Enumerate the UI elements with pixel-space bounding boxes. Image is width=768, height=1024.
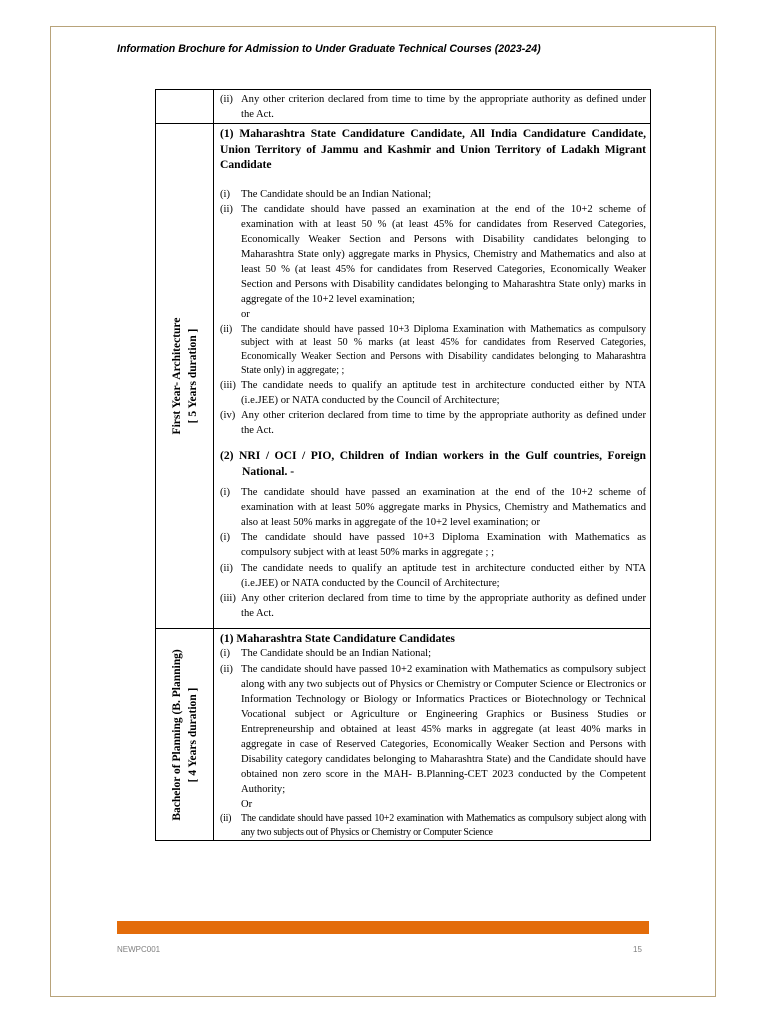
list-item xyxy=(220,646,646,661)
list-item xyxy=(220,187,646,202)
vertical-label-planning xyxy=(169,649,201,820)
list-item xyxy=(220,662,646,798)
table-row xyxy=(156,90,651,124)
list-item xyxy=(220,202,646,308)
item-number: (ii) xyxy=(220,323,233,335)
list-item xyxy=(220,812,646,839)
label-course-duration: [ 4 Years duration ] xyxy=(186,687,199,782)
or-separator: or xyxy=(241,309,250,321)
section-heading: (2) NRI / OCI / PIO, Children of Indian workers in the Gulf countries, Foreign National. - xyxy=(220,449,646,478)
item-text: Any other criterion declared from time to time by the appropriate authority as defined under the Act. xyxy=(241,94,646,121)
list-item xyxy=(220,530,646,560)
item-number: (i) xyxy=(220,648,230,660)
item-number: (iii) xyxy=(220,379,236,391)
item-number: (i) xyxy=(220,487,230,499)
row-label-cell-empty xyxy=(156,90,214,124)
item-text: The candidate needs to qualify an aptitude test in architecture conducted either by NTA (i.e.JEE) or NATA conducted by the Council of Architecture; xyxy=(241,379,646,406)
eligibility-table xyxy=(155,89,651,841)
item-text: The candidate should have passed 10+2 examination with Mathematics as compulsory subject along with any two subjects out of Physics or Chemistry or Computer Science or Electronics or Information Technology or Biology or Informatics Practices or Biotechnology or Technical Vocational subject or Agriculture or Engineering Graphics or Business Studies or Entrepreneurship and obtained at least 45% marks in aggregate (at least 40% marks in aggregate in case of Reserved Categories, Economically Weaker Section and Persons with Disability category candidates belonging to Maharashtra State) and the Candidate should have obtained non zero score in the MAH- B.Planning-CET 2023 conducted by the Competent Authority; xyxy=(241,663,646,796)
list-item xyxy=(220,485,646,530)
item-text: The Candidate should be an Indian National; xyxy=(241,188,432,200)
item-number: (iii) xyxy=(220,592,236,604)
item-number: (ii) xyxy=(220,813,232,825)
item-text: The candidate should have passed an examination at the end of the 10+2 scheme of examination with at least 50 % (at least 45% for candidates from Reserved Categories, Economically Weaker Section and Persons with Disability candidates belonging to Maharashtra State only) aggregate marks in Physics, Chemistry and Mathematics and also at least 50 % (at least 45% for candidates from Reserved Categories, Economically Weaker Section and Persons with Disability candidates belonging to Maharashtra State only) marks in aggregate of the 10+2 level examination; xyxy=(241,203,646,306)
item-text: Any other criterion declared from time to time by the appropriate authority as defined under the Act. xyxy=(241,592,646,619)
vertical-label-architecture xyxy=(169,318,201,435)
row-label-cell-architecture xyxy=(156,124,214,629)
or-separator: Or xyxy=(241,799,253,811)
item-text: The candidate should have passed an examination at the end of the 10+2 scheme of examination with at least 50% aggregate marks in Physics, Chemistry and Mathematics and also at least 50% marks in aggregate of the 10+2 level examination; or xyxy=(241,487,646,529)
list-item xyxy=(220,591,646,621)
table-row-architecture xyxy=(156,124,651,629)
list-item xyxy=(220,92,646,122)
list-item xyxy=(220,323,646,378)
item-text: The candidate should have passed 10+3 Diploma Examination with Mathematics as compulsory subject with at least 50 % marks (at least 45% for candidates from Reserved Categories, Economically Weaker Section and Persons with Disability candidates belonging to Maharashtra State only) in aggregate; ; xyxy=(241,323,646,376)
item-text: The candidate should have passed 10+3 Diploma Examination with Mathematics as compulsory subject with at least 50% marks in aggregate ; ; xyxy=(241,532,646,559)
section-heading: (1) Maharashtra State Candidature Candidates xyxy=(220,631,455,645)
item-text: The candidate needs to qualify an aptitude test in architecture conducted either by NTA (i.e.JEE) or NATA conducted by the Council of Architecture; xyxy=(241,562,646,589)
item-number: (i) xyxy=(220,532,230,544)
row-content-cell-planning xyxy=(214,628,651,840)
list-item xyxy=(220,408,646,438)
section-heading: (1) Maharashtra State Candidature Candidate, All India Candidature Candidate, Union Territory of Jammu and Kashmir and Union Territory of Ladakh Migrant Candidate xyxy=(220,127,646,172)
item-text: The Candidate should be an Indian National; xyxy=(241,648,432,660)
document-header-title: Information Brochure for Admission to Under Graduate Technical Courses (2023-24) xyxy=(117,43,541,55)
list-item xyxy=(220,378,646,408)
item-number: (ii) xyxy=(220,203,233,215)
row-content-cell xyxy=(214,90,651,124)
item-number: (ii) xyxy=(220,562,233,574)
item-number: (ii) xyxy=(220,663,233,675)
item-text: Any other criterion declared from time to time by the appropriate authority as defined under the Act. xyxy=(241,409,646,436)
label-course-duration: [ 5 Years duration ] xyxy=(186,328,199,424)
item-number: (i) xyxy=(220,188,230,200)
list-item xyxy=(220,561,646,591)
label-course-name: First Year- Architecture xyxy=(170,317,183,435)
footer-accent-bar xyxy=(117,921,649,934)
item-number: (ii) xyxy=(220,94,233,105)
item-number: (iv) xyxy=(220,409,236,421)
row-label-cell-planning xyxy=(156,628,214,840)
footer-document-code: NEWPC001 xyxy=(117,945,161,954)
row-content-cell-architecture xyxy=(214,124,651,629)
item-text: The candidate should have passed 10+2 examination with Mathematics as compulsory subject along with any two subjects out of Physics or Chemistry or Computer Science xyxy=(241,813,646,838)
label-course-name: Bachelor of Planning (B. Planning) xyxy=(170,648,183,821)
table-row-planning xyxy=(156,628,651,840)
footer-page-number: 15 xyxy=(633,945,642,954)
